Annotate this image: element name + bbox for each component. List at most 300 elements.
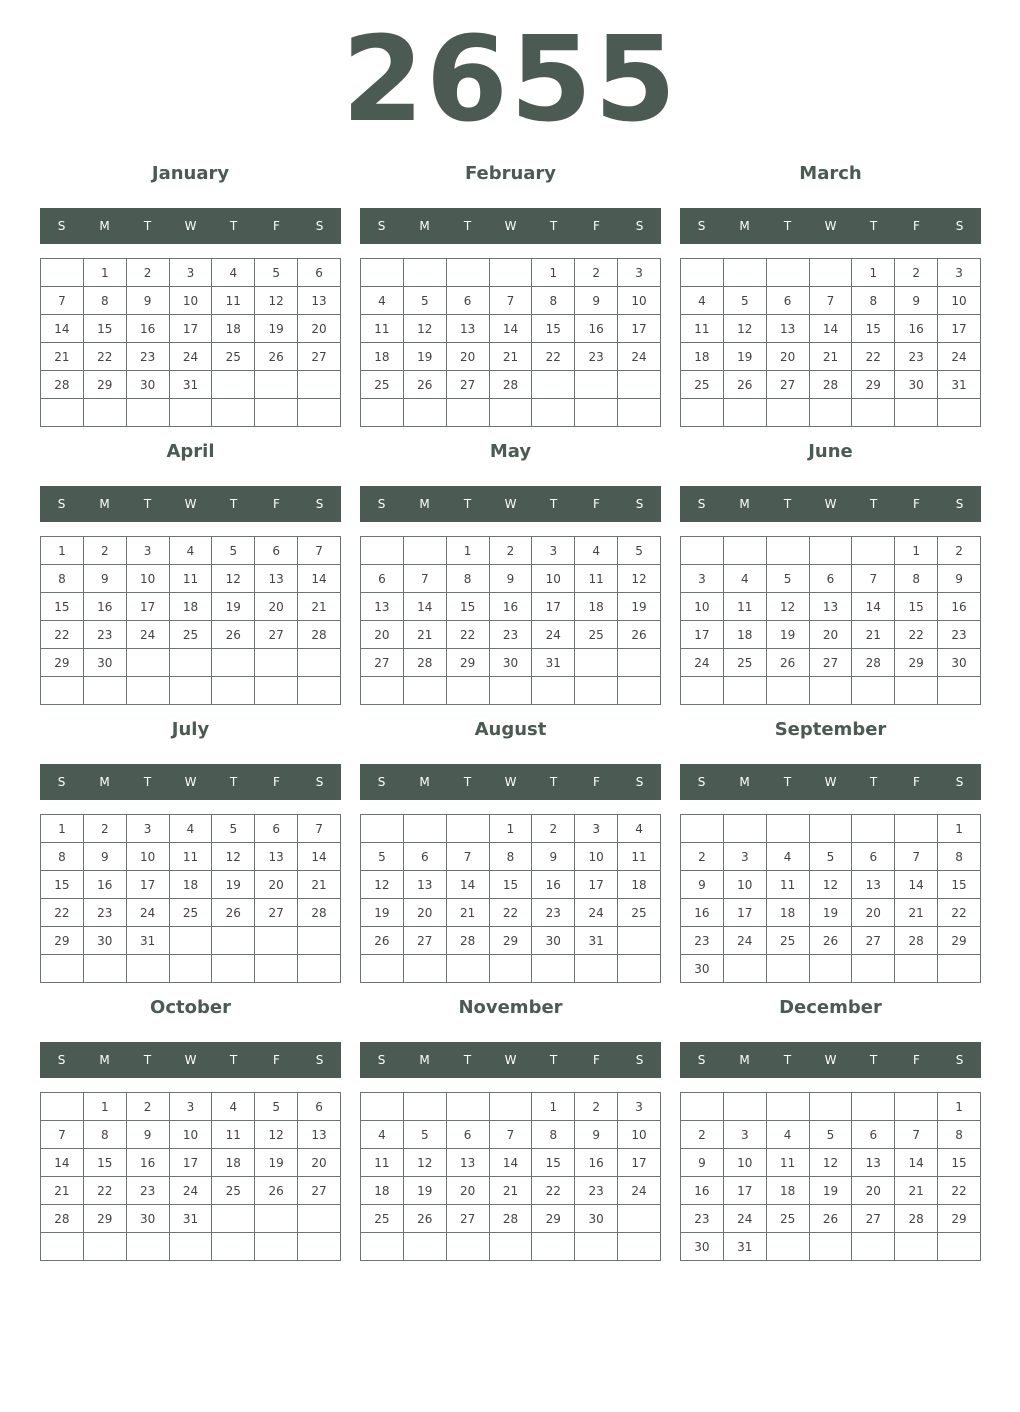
day-cell: 6 xyxy=(298,1093,341,1121)
day-cell: 23 xyxy=(575,343,618,371)
month-name: September xyxy=(774,719,887,740)
day-cell: 30 xyxy=(681,1233,724,1261)
day-cell: 25 xyxy=(361,1205,404,1233)
day-cell: 13 xyxy=(766,315,809,343)
week-row xyxy=(681,537,981,565)
day-cell: 31 xyxy=(532,649,575,677)
weekday-header: T xyxy=(869,775,878,789)
empty-day-cell xyxy=(212,371,255,399)
day-cell: 21 xyxy=(41,343,84,371)
week-row xyxy=(41,621,341,649)
day-cell: 16 xyxy=(126,315,169,343)
day-cell: 26 xyxy=(766,649,809,677)
day-cell: 24 xyxy=(681,649,724,677)
day-cell: 12 xyxy=(723,315,766,343)
day-grid xyxy=(40,814,341,983)
weekday-header: S xyxy=(315,1053,324,1067)
empty-day-cell xyxy=(361,259,404,287)
day-cell: 1 xyxy=(446,537,489,565)
day-cell: 18 xyxy=(766,1177,809,1205)
day-cell: 25 xyxy=(766,927,809,955)
day-cell: 28 xyxy=(809,371,852,399)
day-cell: 8 xyxy=(489,843,532,871)
week-row xyxy=(41,649,341,677)
day-cell: 1 xyxy=(938,815,981,843)
day-cell: 29 xyxy=(532,1205,575,1233)
day-cell: 13 xyxy=(446,315,489,343)
day-cell: 20 xyxy=(852,899,895,927)
weekday-header: S xyxy=(697,1053,706,1067)
day-cell: 12 xyxy=(212,565,255,593)
weekday-header: T xyxy=(549,1053,558,1067)
day-cell: 11 xyxy=(169,843,212,871)
weekday-header: M xyxy=(419,1053,430,1067)
day-cell: 29 xyxy=(852,371,895,399)
day-cell: 2 xyxy=(83,537,126,565)
week-row xyxy=(361,537,661,565)
day-cell: 9 xyxy=(681,871,724,899)
day-cell: 7 xyxy=(298,537,341,565)
weekday-header-bar xyxy=(360,1042,661,1078)
empty-day-cell xyxy=(361,955,404,983)
day-cell: 14 xyxy=(895,1149,938,1177)
day-cell: 5 xyxy=(618,537,661,565)
week-row xyxy=(361,287,661,315)
weekday-header: M xyxy=(99,775,110,789)
day-cell: 21 xyxy=(41,1177,84,1205)
day-cell: 2 xyxy=(83,815,126,843)
day-cell: 11 xyxy=(723,593,766,621)
empty-day-cell xyxy=(361,677,404,705)
day-cell: 16 xyxy=(532,871,575,899)
empty-day-cell xyxy=(618,927,661,955)
day-grid xyxy=(680,258,981,427)
empty-day-cell xyxy=(895,1093,938,1121)
day-cell: 18 xyxy=(681,343,724,371)
month-name: May xyxy=(489,441,532,462)
day-cell: 19 xyxy=(212,593,255,621)
empty-day-cell xyxy=(723,815,766,843)
day-cell: 10 xyxy=(126,565,169,593)
empty-day-cell xyxy=(126,955,169,983)
empty-day-cell xyxy=(298,1233,341,1261)
day-cell: 3 xyxy=(618,259,661,287)
day-cell: 16 xyxy=(126,1149,169,1177)
empty-day-cell xyxy=(618,1205,661,1233)
day-cell: 26 xyxy=(361,927,404,955)
week-row xyxy=(41,1093,341,1121)
day-cell: 7 xyxy=(895,843,938,871)
day-grid xyxy=(40,536,341,705)
empty-day-cell xyxy=(361,1093,404,1121)
empty-day-cell xyxy=(723,955,766,983)
week-row xyxy=(361,677,661,705)
empty-day-cell xyxy=(938,677,981,705)
empty-day-cell xyxy=(169,955,212,983)
weekday-header: S xyxy=(955,497,964,511)
weekday-header: W xyxy=(184,219,197,233)
day-cell: 26 xyxy=(809,1205,852,1233)
empty-day-cell xyxy=(255,955,298,983)
day-cell: 10 xyxy=(618,1121,661,1149)
weekday-header: T xyxy=(869,1053,878,1067)
day-cell: 21 xyxy=(298,871,341,899)
day-cell: 29 xyxy=(41,927,84,955)
day-cell: 20 xyxy=(446,343,489,371)
week-row xyxy=(681,593,981,621)
day-cell: 3 xyxy=(126,815,169,843)
day-cell: 20 xyxy=(766,343,809,371)
empty-day-cell xyxy=(446,399,489,427)
day-cell: 10 xyxy=(126,843,169,871)
day-cell: 10 xyxy=(938,287,981,315)
week-row xyxy=(681,815,981,843)
day-cell: 31 xyxy=(575,927,618,955)
month-name: January xyxy=(151,163,230,184)
day-cell: 7 xyxy=(809,287,852,315)
day-cell: 23 xyxy=(489,621,532,649)
day-cell: 4 xyxy=(681,287,724,315)
day-cell: 4 xyxy=(169,537,212,565)
day-cell: 22 xyxy=(938,899,981,927)
day-cell: 12 xyxy=(809,1149,852,1177)
day-cell: 13 xyxy=(852,1149,895,1177)
weekday-header: F xyxy=(273,1053,280,1067)
empty-day-cell xyxy=(852,1233,895,1261)
week-row xyxy=(361,843,661,871)
weekday-header: T xyxy=(229,1053,238,1067)
day-cell: 15 xyxy=(41,871,84,899)
empty-day-cell xyxy=(446,815,489,843)
day-cell: 3 xyxy=(169,259,212,287)
day-cell: 13 xyxy=(852,871,895,899)
weekday-header: F xyxy=(273,497,280,511)
day-cell: 26 xyxy=(212,621,255,649)
day-cell: 21 xyxy=(895,899,938,927)
weekday-header: T xyxy=(143,219,152,233)
weekday-header: W xyxy=(184,497,197,511)
day-cell: 12 xyxy=(809,871,852,899)
day-cell: 19 xyxy=(723,343,766,371)
weekday-header: S xyxy=(635,1053,644,1067)
day-cell: 16 xyxy=(938,593,981,621)
day-cell: 21 xyxy=(489,343,532,371)
day-cell: 11 xyxy=(766,871,809,899)
empty-day-cell xyxy=(852,537,895,565)
week-row xyxy=(361,621,661,649)
weekday-header: F xyxy=(593,219,600,233)
day-cell: 4 xyxy=(723,565,766,593)
day-cell: 26 xyxy=(255,343,298,371)
day-cell: 21 xyxy=(489,1177,532,1205)
month-name: October xyxy=(150,997,231,1018)
empty-day-cell xyxy=(298,1205,341,1233)
day-cell: 13 xyxy=(403,871,446,899)
day-cell: 11 xyxy=(361,315,404,343)
day-cell: 22 xyxy=(938,1177,981,1205)
year-title: 2655 xyxy=(341,10,679,148)
week-row xyxy=(41,871,341,899)
day-cell: 18 xyxy=(169,871,212,899)
empty-day-cell xyxy=(126,677,169,705)
empty-day-cell xyxy=(766,537,809,565)
weekday-header: W xyxy=(824,1053,837,1067)
week-row xyxy=(41,927,341,955)
day-cell: 22 xyxy=(446,621,489,649)
day-cell: 7 xyxy=(852,565,895,593)
day-cell: 27 xyxy=(852,1205,895,1233)
week-row xyxy=(361,1093,661,1121)
day-cell: 18 xyxy=(618,871,661,899)
day-cell: 13 xyxy=(809,593,852,621)
day-cell: 6 xyxy=(255,815,298,843)
day-cell: 15 xyxy=(938,871,981,899)
day-cell: 27 xyxy=(852,927,895,955)
empty-day-cell xyxy=(766,399,809,427)
day-cell: 3 xyxy=(575,815,618,843)
day-cell: 20 xyxy=(298,1149,341,1177)
empty-day-cell xyxy=(895,955,938,983)
day-grid xyxy=(40,258,341,427)
day-cell: 1 xyxy=(83,1093,126,1121)
day-cell: 23 xyxy=(895,343,938,371)
weekday-header: F xyxy=(593,1053,600,1067)
day-cell: 8 xyxy=(83,1121,126,1149)
day-cell: 31 xyxy=(126,927,169,955)
weekday-header: T xyxy=(229,775,238,789)
empty-day-cell xyxy=(895,815,938,843)
day-cell: 24 xyxy=(532,621,575,649)
day-cell: 16 xyxy=(489,593,532,621)
week-row xyxy=(681,1093,981,1121)
day-cell: 28 xyxy=(489,371,532,399)
day-cell: 2 xyxy=(489,537,532,565)
empty-day-cell xyxy=(169,399,212,427)
day-cell: 23 xyxy=(681,927,724,955)
week-row xyxy=(681,1121,981,1149)
week-row xyxy=(681,899,981,927)
week-row xyxy=(41,287,341,315)
day-cell: 26 xyxy=(618,621,661,649)
empty-day-cell xyxy=(212,1233,255,1261)
day-cell: 14 xyxy=(41,1149,84,1177)
weekday-header: M xyxy=(419,219,430,233)
month-name: August xyxy=(474,719,547,740)
weekday-header: S xyxy=(697,219,706,233)
empty-day-cell xyxy=(766,677,809,705)
weekday-header: S xyxy=(377,775,386,789)
day-cell: 30 xyxy=(126,371,169,399)
day-cell: 23 xyxy=(681,1205,724,1233)
day-cell: 29 xyxy=(938,1205,981,1233)
week-row xyxy=(361,1233,661,1261)
day-grid xyxy=(680,536,981,705)
weekday-header-bar xyxy=(40,486,341,522)
day-cell: 27 xyxy=(361,649,404,677)
day-cell: 10 xyxy=(723,1149,766,1177)
day-cell: 10 xyxy=(723,871,766,899)
day-cell: 21 xyxy=(298,593,341,621)
day-cell: 4 xyxy=(766,843,809,871)
day-cell: 17 xyxy=(618,315,661,343)
week-row xyxy=(361,565,661,593)
day-cell: 17 xyxy=(532,593,575,621)
day-cell: 6 xyxy=(298,259,341,287)
day-cell: 2 xyxy=(126,1093,169,1121)
day-cell: 30 xyxy=(126,1205,169,1233)
week-row xyxy=(41,1233,341,1261)
weekday-header: T xyxy=(549,775,558,789)
week-row xyxy=(681,399,981,427)
empty-day-cell xyxy=(255,677,298,705)
day-cell: 6 xyxy=(361,565,404,593)
empty-day-cell xyxy=(169,1233,212,1261)
weekday-header-bar xyxy=(680,1042,981,1078)
day-cell: 11 xyxy=(212,287,255,315)
week-row xyxy=(681,371,981,399)
day-cell: 3 xyxy=(126,537,169,565)
week-row xyxy=(361,1205,661,1233)
empty-day-cell xyxy=(681,537,724,565)
empty-day-cell xyxy=(766,1233,809,1261)
day-cell: 24 xyxy=(723,1205,766,1233)
empty-day-cell xyxy=(532,399,575,427)
weekday-header: F xyxy=(913,775,920,789)
week-row xyxy=(41,1205,341,1233)
day-cell: 23 xyxy=(83,621,126,649)
day-cell: 13 xyxy=(255,565,298,593)
day-cell: 1 xyxy=(938,1093,981,1121)
day-cell: 11 xyxy=(361,1149,404,1177)
day-cell: 15 xyxy=(83,315,126,343)
day-cell: 23 xyxy=(83,899,126,927)
weekday-header: S xyxy=(57,497,66,511)
day-cell: 26 xyxy=(403,1205,446,1233)
day-cell: 6 xyxy=(852,1121,895,1149)
day-cell: 13 xyxy=(446,1149,489,1177)
empty-day-cell xyxy=(361,537,404,565)
day-cell: 31 xyxy=(169,1205,212,1233)
day-cell: 22 xyxy=(852,343,895,371)
weekday-header: T xyxy=(869,219,878,233)
day-grid xyxy=(40,1092,341,1261)
empty-day-cell xyxy=(403,1233,446,1261)
day-cell: 18 xyxy=(212,315,255,343)
weekday-header: M xyxy=(419,497,430,511)
day-cell: 6 xyxy=(766,287,809,315)
day-grid xyxy=(680,1092,981,1261)
day-cell: 25 xyxy=(169,899,212,927)
empty-day-cell xyxy=(809,259,852,287)
empty-day-cell xyxy=(532,1233,575,1261)
empty-day-cell xyxy=(532,955,575,983)
empty-day-cell xyxy=(41,1233,84,1261)
day-cell: 4 xyxy=(575,537,618,565)
day-cell: 7 xyxy=(403,565,446,593)
empty-day-cell xyxy=(723,259,766,287)
day-cell: 9 xyxy=(575,287,618,315)
week-row xyxy=(361,593,661,621)
empty-day-cell xyxy=(532,677,575,705)
weekday-header: S xyxy=(635,775,644,789)
day-cell: 15 xyxy=(938,1149,981,1177)
day-cell: 16 xyxy=(575,315,618,343)
day-cell: 7 xyxy=(895,1121,938,1149)
empty-day-cell xyxy=(809,1233,852,1261)
day-cell: 23 xyxy=(532,899,575,927)
day-cell: 11 xyxy=(169,565,212,593)
week-row xyxy=(361,871,661,899)
day-cell: 21 xyxy=(809,343,852,371)
week-row xyxy=(41,815,341,843)
day-cell: 28 xyxy=(403,649,446,677)
empty-day-cell xyxy=(809,537,852,565)
day-cell: 9 xyxy=(575,1121,618,1149)
day-cell: 30 xyxy=(895,371,938,399)
day-cell: 8 xyxy=(446,565,489,593)
day-cell: 29 xyxy=(446,649,489,677)
empty-day-cell xyxy=(489,955,532,983)
weekday-header: F xyxy=(593,497,600,511)
day-cell: 4 xyxy=(618,815,661,843)
day-cell: 4 xyxy=(212,1093,255,1121)
day-cell: 2 xyxy=(532,815,575,843)
day-cell: 27 xyxy=(255,621,298,649)
day-cell: 20 xyxy=(446,1177,489,1205)
day-cell: 9 xyxy=(489,565,532,593)
weekday-header: S xyxy=(377,497,386,511)
week-row xyxy=(41,677,341,705)
weekday-header: S xyxy=(377,219,386,233)
day-cell: 20 xyxy=(809,621,852,649)
empty-day-cell xyxy=(681,259,724,287)
day-cell: 8 xyxy=(895,565,938,593)
day-cell: 26 xyxy=(809,927,852,955)
week-row xyxy=(41,899,341,927)
day-cell: 27 xyxy=(446,371,489,399)
weekday-header: W xyxy=(504,219,517,233)
empty-day-cell xyxy=(575,371,618,399)
day-cell: 6 xyxy=(255,537,298,565)
empty-day-cell xyxy=(41,955,84,983)
weekday-header: S xyxy=(635,219,644,233)
day-cell: 20 xyxy=(361,621,404,649)
day-cell: 5 xyxy=(212,815,255,843)
week-row xyxy=(41,371,341,399)
empty-day-cell xyxy=(169,649,212,677)
empty-day-cell xyxy=(403,399,446,427)
weekday-header: W xyxy=(504,775,517,789)
empty-day-cell xyxy=(532,371,575,399)
day-cell: 16 xyxy=(681,899,724,927)
day-cell: 11 xyxy=(212,1121,255,1149)
empty-day-cell xyxy=(361,815,404,843)
day-cell: 7 xyxy=(489,1121,532,1149)
empty-day-cell xyxy=(41,399,84,427)
week-row xyxy=(41,955,341,983)
day-cell: 10 xyxy=(169,287,212,315)
day-cell: 5 xyxy=(809,1121,852,1149)
month-name: April xyxy=(166,441,215,462)
empty-day-cell xyxy=(298,649,341,677)
day-cell: 20 xyxy=(852,1177,895,1205)
day-cell: 5 xyxy=(212,537,255,565)
day-cell: 1 xyxy=(532,259,575,287)
week-row xyxy=(41,259,341,287)
day-cell: 18 xyxy=(723,621,766,649)
day-cell: 12 xyxy=(212,843,255,871)
day-cell: 19 xyxy=(809,1177,852,1205)
